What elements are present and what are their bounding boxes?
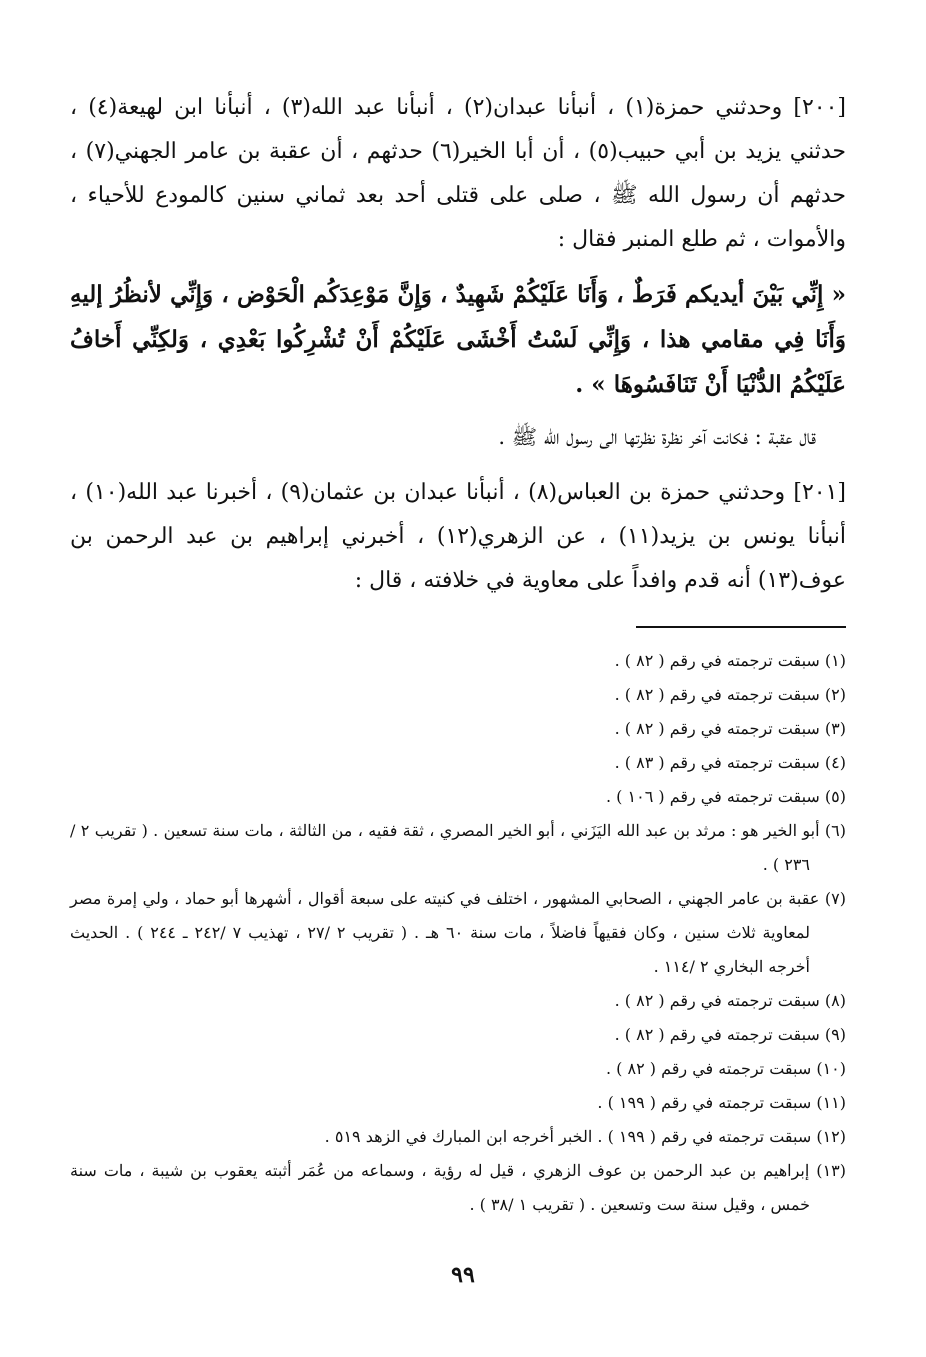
- footnote-6: (٦) أبو الخير هو : مرثد بن عبد الله اليَزَني ، أبو الخير المصري ، ثقة فقيه ، من الثالثة ، مات سنة تسعين . ( تقريب ٢ /٢٣٦ ) .: [70, 821, 846, 874]
- footnote-10: (١٠) سبقت ترجمته في رقم ( ٨٢ ) .: [606, 1059, 846, 1078]
- footnote-8: (٨) سبقت ترجمته في رقم ( ٨٢ ) .: [614, 991, 846, 1010]
- footnote-4: (٤) سبقت ترجمته في رقم ( ٨٣ ) .: [614, 753, 846, 772]
- page-body: [70, 86, 847, 1214]
- footnote-5: (٥) سبقت ترجمته في رقم ( ١٠٦ ) .: [606, 787, 846, 806]
- hadith-quote: « إِنِّي بَيْنَ أيديكم فَرَطٌ ، وَأَنَا عَلَيْكُمْ شَهِيدٌ ، وَإِنَّ مَوْعِدَكُم الْحَوْض ، وَإِنِّي لأنظُرُ إليهِ وَأَنَا فِي مقامي هذا ، وَإِنِّي لَسْتُ أَخْشَى عَلَيْكُمْ أَنْ تُشْرِكُوا بَعْدِي ، وَلكِنِّي أَخافُ عَلَيْكُمُ الدُّنْيَا أَنْ تَنَافَسُوهَا » .: [70, 281, 846, 398]
- paragraph-201: [٢٠١] وحدثني حمزة بن العباس(٨) ، أنبأنا عبدان بن عثمان(٩) ، أخبرنا عبد الله(١٠) ، أنبأنا يونس بن يزيد(١١) ، عن الزهري(١٢) ، أخبرني إبراهيم بن عبد الرحمن بن عوف(١٣) أنه قدم وافداً على معاوية في خلافته ، قال :: [70, 480, 846, 593]
- footnote-12: (١٢) سبقت ترجمته في رقم ( ١٩٩ ) . الخبر أخرجه ابن المبارك في الزهد ٥١٩ .: [324, 1127, 846, 1146]
- footnote-13: (١٣) إبراهيم بن عبد الرحمن بن عوف الزهري ، قيل له رؤية ، وسماعه من عُمَر أثبته يعقوب بن شيبة ، مات سنة خمس ، وقيل سنة ست وتسعين . ( تقريب ١ /٣٨ ) .: [70, 1161, 846, 1214]
- footnotes: [70, 644, 846, 1222]
- footnote-11: (١١) سبقت ترجمته في رقم ( ١٩٩ ) .: [597, 1093, 846, 1112]
- footnote-2: (٢) سبقت ترجمته في رقم ( ٨٢ ) .: [614, 685, 846, 704]
- page-number: ٩٩: [451, 1262, 475, 1288]
- footnote-divider: [636, 626, 846, 628]
- paragraph-200: [٢٠٠] وحدثني حمزة(١) ، أنبأنا عبدان(٢) ، أنبأنا عبد الله(٣) ، أنبأنا ابن لهيعة(٤) ، حدثني يزيد بن أبي حبيب(٥) ، أن أبا الخير(٦) حدثهم ، أن عقبة بن عامر الجهني(٧) ، حدثهم أن رسول الله ﷺ ، صلى على قتلى أحد بعد ثماني سنين كالمودع للأحياء ، والأموات ، ثم طلع المنبر فقال :: [70, 95, 847, 252]
- footnote-1: (١) سبقت ترجمته في رقم ( ٨٢ ) .: [614, 651, 846, 670]
- uqba-saying: قال عقبة : فكانت آخر نظرة نظرتها الى رسول الله ﷺ .: [498, 425, 816, 449]
- footnote-9: (٩) سبقت ترجمته في رقم ( ٨٢ ) .: [614, 1025, 846, 1044]
- footnote-3: (٣) سبقت ترجمته في رقم ( ٨٢ ) .: [614, 719, 846, 738]
- footnote-7: (٧) عقبة بن عامر الجهني ، الصحابي المشهور ، اختلف في كنيته على سبعة أقوال ، أشهرها أبو حماد ، ولي إمرة مصر لمعاوية ثلاث سنين ، وكان فقيهاً فاضلاً ، مات سنة ٦٠ هـ . ( تقريب ٢ /٢٧ ، تهذيب ٧ /٢٤٢ ـ ٢٤٤ ) . الحديث أخرجه البخاري ٢ /١١٤ .: [70, 889, 846, 976]
